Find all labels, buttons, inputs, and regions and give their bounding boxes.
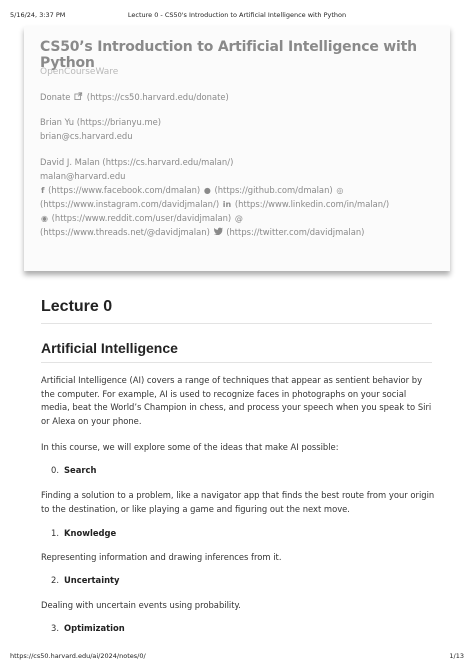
- print-datetime: 5/16/24, 3:37 PM: [10, 11, 66, 19]
- lecture-title: Lecture 0: [41, 298, 113, 315]
- site-subtitle: OpenCourseWare: [40, 67, 119, 77]
- instructor-2-email[interactable]: malan@harvard.edu: [40, 171, 126, 181]
- social-line-1: [40, 184, 344, 197]
- print-footer: [10, 652, 464, 662]
- reddit-icon: ◉: [41, 214, 48, 223]
- section-divider: [41, 362, 432, 363]
- topic-term: Uncertainty: [64, 575, 120, 585]
- twitter-icon: [214, 227, 223, 239]
- donate-line: [40, 91, 229, 104]
- section-title: Artificial Intelligence: [41, 340, 178, 356]
- site-title[interactable]: CS50’s Introduction to Artificial Intelligence with Python: [40, 39, 417, 71]
- topic-item-optimization: [51, 623, 125, 633]
- threads-link[interactable]: (https://www.threads.net/@davidjmalan): [40, 227, 210, 237]
- github-link[interactable]: (https://github.com/dmalan): [214, 185, 333, 195]
- reddit-link[interactable]: (https://www.reddit.com/user/davidjmalan): [51, 213, 232, 223]
- github-icon: ●: [203, 186, 211, 195]
- instructor-1-name[interactable]: Brian Yu (https://brianyu.me): [40, 117, 162, 127]
- instagram-link[interactable]: (https://www.instagram.com/davidjmalan/): [40, 199, 220, 209]
- instagram-icon: ◎: [336, 186, 344, 195]
- facebook-icon: f: [41, 186, 45, 195]
- print-doc-title: Lecture 0 - CS50's Introduction to Artificial Intelligence with Python: [127, 11, 347, 19]
- social-line-2: [40, 198, 389, 211]
- topic-item-search: [51, 465, 96, 475]
- topic-number: 3.: [51, 623, 59, 633]
- topic-description: Representing information and drawing inferences from it.: [41, 552, 282, 562]
- intro-paragraph: Artificial Intelligence (AI) covers a range of techniques that appear as sentient behavior by the computer. For example, AI is used to recognize faces in photographs on your social media, beat the World’s Champion in chess, and process your speech when you speak to Siri or Alexa on your phone.: [41, 375, 432, 426]
- topic-description: Finding a solution to a problem, like a navigator app that finds the best route from your origin to the destination, or like playing a game and figuring out the next move.: [41, 490, 435, 514]
- donate-link[interactable]: Donate: [40, 92, 71, 102]
- print-header: [10, 11, 464, 21]
- topic-description: Dealing with uncertain events using probability.: [41, 600, 241, 610]
- topic-number: 2.: [51, 575, 59, 585]
- explore-paragraph: In this course, we will explore some of the ideas that make AI possible:: [41, 442, 339, 452]
- donate-url[interactable]: (https://cs50.harvard.edu/donate): [86, 92, 229, 102]
- social-line-3: [40, 212, 244, 225]
- lecture-divider: [41, 323, 432, 324]
- print-page-number: 1/13: [449, 652, 464, 660]
- external-link-icon: [74, 92, 83, 104]
- topic-term: Optimization: [64, 623, 125, 633]
- topic-number: 0.: [51, 465, 59, 475]
- topic-item-uncertainty: [51, 575, 120, 585]
- instructor-1-email[interactable]: brian@cs.harvard.edu: [40, 131, 133, 141]
- instructor-2-name[interactable]: David J. Malan (https://cs.harvard.edu/malan/): [40, 157, 234, 167]
- print-url: https://cs50.harvard.edu/ai/2024/notes/0/: [10, 652, 146, 660]
- topic-item-knowledge: [51, 528, 116, 538]
- twitter-link[interactable]: (https://twitter.com/davidjmalan): [226, 227, 365, 237]
- site-header: [24, 26, 450, 271]
- linkedin-icon: in: [222, 200, 232, 209]
- social-line-4: [40, 226, 364, 239]
- facebook-link[interactable]: (https://www.facebook.com/dmalan): [48, 185, 201, 195]
- topic-number: 1.: [51, 528, 59, 538]
- linkedin-link[interactable]: (https://www.linkedin.com/in/malan/): [234, 199, 390, 209]
- topic-term: Knowledge: [64, 528, 117, 538]
- threads-icon: @: [234, 214, 243, 223]
- topic-term: Search: [64, 465, 97, 475]
